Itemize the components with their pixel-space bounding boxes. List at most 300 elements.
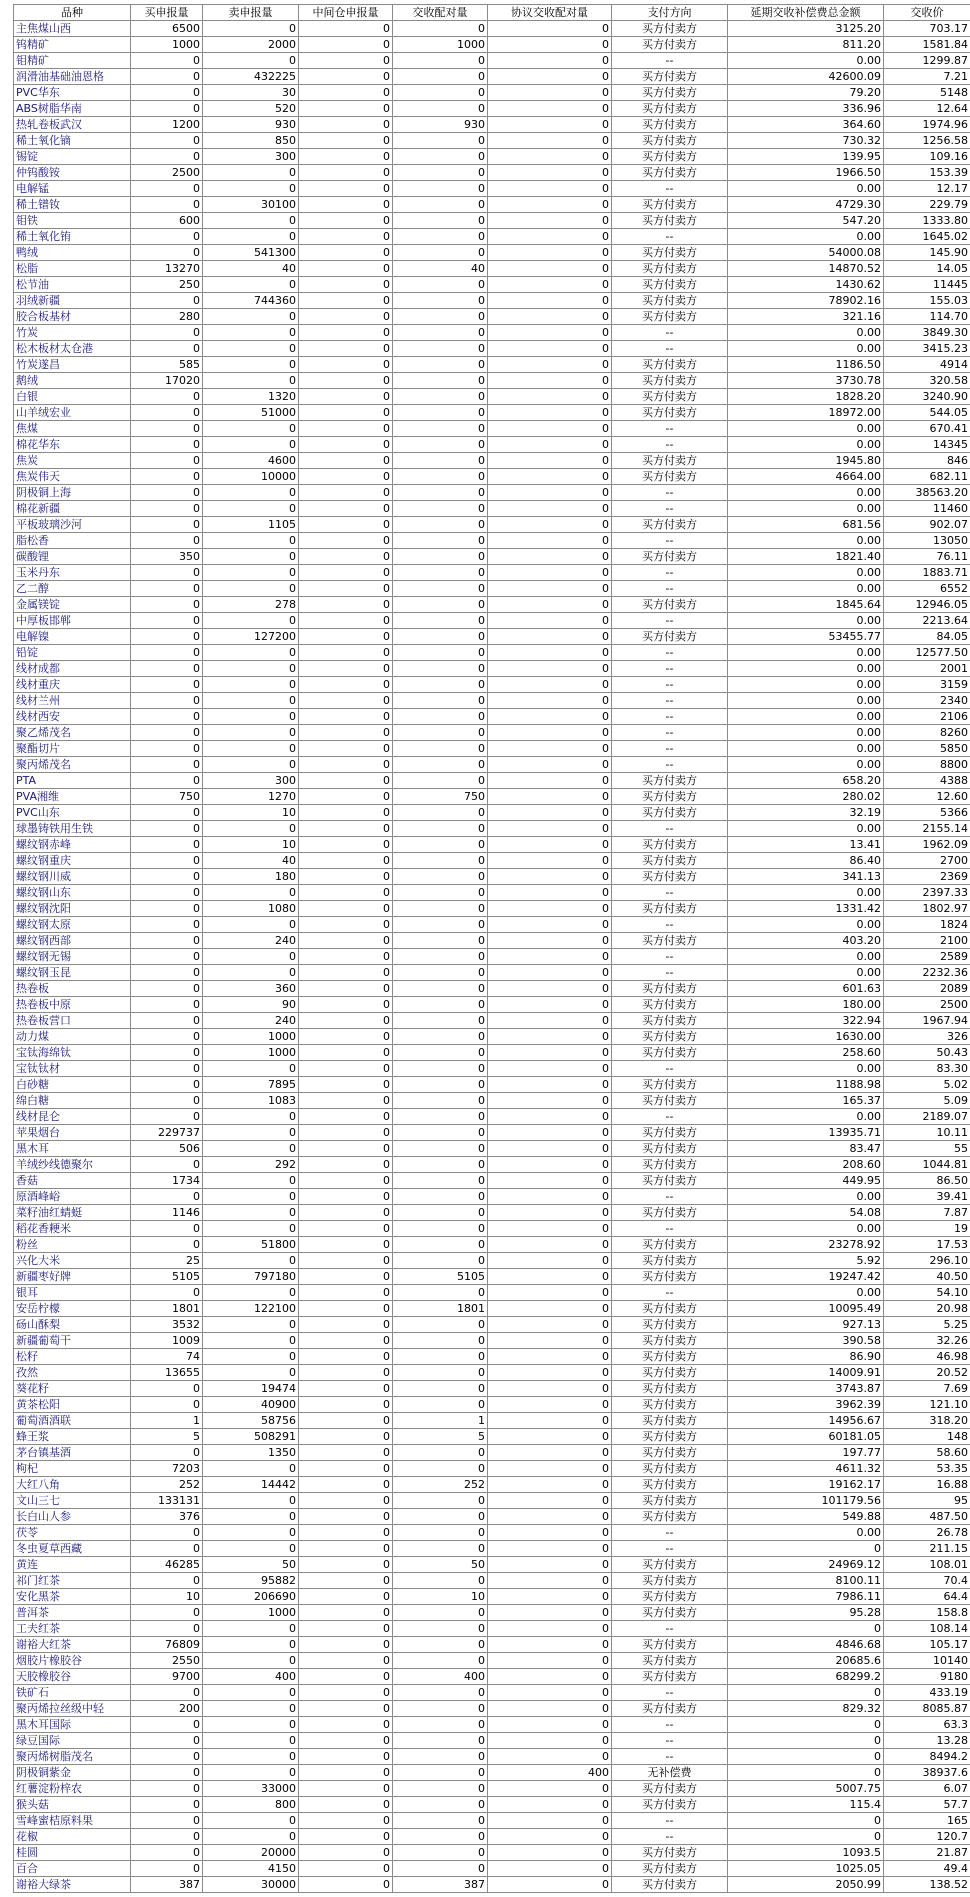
cell-agreement-matched-volume: 0 bbox=[488, 533, 612, 549]
cell-intermediate-volume: 0 bbox=[299, 341, 393, 357]
cell-variety: 宝钛海绵钛 bbox=[14, 1045, 131, 1061]
cell-matched-volume: 0 bbox=[393, 757, 488, 773]
cell-agreement-matched-volume: 0 bbox=[488, 597, 612, 613]
cell-payment-direction: -- bbox=[612, 1109, 728, 1125]
cell-matched-volume: 0 bbox=[393, 1285, 488, 1301]
cell-payment-direction: 买方付卖方 bbox=[612, 85, 728, 101]
cell-agreement-matched-volume: 0 bbox=[488, 213, 612, 229]
cell-intermediate-volume: 0 bbox=[299, 373, 393, 389]
cell-delivery-price: 2589 bbox=[884, 949, 970, 965]
cell-agreement-matched-volume: 0 bbox=[488, 1797, 612, 1813]
cell-payment-direction: 买方付卖方 bbox=[612, 1157, 728, 1173]
cell-buy-volume: 0 bbox=[131, 1813, 203, 1829]
cell-variety: 润滑油基础油恩格 bbox=[14, 69, 131, 85]
cell-delivery-price: 20.98 bbox=[884, 1301, 970, 1317]
cell-compensation-total: 0.00 bbox=[728, 917, 884, 933]
cell-delivery-price: 12.60 bbox=[884, 789, 970, 805]
cell-matched-volume: 0 bbox=[393, 357, 488, 373]
cell-variety: ABS树脂华南 bbox=[14, 101, 131, 117]
cell-buy-volume: 0 bbox=[131, 693, 203, 709]
table-row bbox=[14, 1493, 970, 1509]
cell-sell-volume: 0 bbox=[203, 213, 299, 229]
cell-delivery-price: 544.05 bbox=[884, 405, 970, 421]
cell-intermediate-volume: 0 bbox=[299, 1621, 393, 1637]
cell-buy-volume: 0 bbox=[131, 1013, 203, 1029]
cell-compensation-total: 0.00 bbox=[728, 341, 884, 357]
cell-matched-volume: 0 bbox=[393, 165, 488, 181]
cell-buy-volume: 0 bbox=[131, 1189, 203, 1205]
cell-compensation-total: 165.37 bbox=[728, 1093, 884, 1109]
cell-variety: 宝钛钛材 bbox=[14, 1061, 131, 1077]
table-row bbox=[14, 1317, 970, 1333]
cell-buy-volume: 2500 bbox=[131, 165, 203, 181]
cell-buy-volume: 0 bbox=[131, 1733, 203, 1749]
cell-buy-volume: 0 bbox=[131, 949, 203, 965]
cell-intermediate-volume: 0 bbox=[299, 501, 393, 517]
cell-sell-volume: 360 bbox=[203, 981, 299, 997]
cell-sell-volume: 0 bbox=[203, 1461, 299, 1477]
cell-sell-volume: 0 bbox=[203, 501, 299, 517]
cell-matched-volume: 0 bbox=[393, 1061, 488, 1077]
cell-intermediate-volume: 0 bbox=[299, 133, 393, 149]
cell-agreement-matched-volume: 0 bbox=[488, 405, 612, 421]
cell-variety: 新疆枣好牌 bbox=[14, 1269, 131, 1285]
table-row bbox=[14, 1813, 970, 1829]
table-row bbox=[14, 1173, 970, 1189]
cell-agreement-matched-volume: 0 bbox=[488, 1189, 612, 1205]
cell-intermediate-volume: 0 bbox=[299, 53, 393, 69]
cell-intermediate-volume: 0 bbox=[299, 1525, 393, 1541]
cell-payment-direction: -- bbox=[612, 821, 728, 837]
table-row bbox=[14, 949, 970, 965]
cell-delivery-price: 7.87 bbox=[884, 1205, 970, 1221]
cell-matched-volume: 5105 bbox=[393, 1269, 488, 1285]
cell-buy-volume: 13655 bbox=[131, 1365, 203, 1381]
cell-agreement-matched-volume: 0 bbox=[488, 1253, 612, 1269]
cell-variety: 热卷板中原 bbox=[14, 997, 131, 1013]
cell-payment-direction: -- bbox=[612, 421, 728, 437]
cell-payment-direction: 买方付卖方 bbox=[612, 1301, 728, 1317]
cell-agreement-matched-volume: 0 bbox=[488, 1717, 612, 1733]
cell-buy-volume: 0 bbox=[131, 1765, 203, 1781]
table-row bbox=[14, 629, 970, 645]
cell-buy-volume: 0 bbox=[131, 149, 203, 165]
cell-matched-volume: 0 bbox=[393, 693, 488, 709]
cell-matched-volume: 0 bbox=[393, 597, 488, 613]
cell-intermediate-volume: 0 bbox=[299, 709, 393, 725]
table-row bbox=[14, 405, 970, 421]
cell-intermediate-volume: 0 bbox=[299, 21, 393, 37]
cell-intermediate-volume: 0 bbox=[299, 453, 393, 469]
cell-compensation-total: 14956.67 bbox=[728, 1413, 884, 1429]
cell-matched-volume: 0 bbox=[393, 1189, 488, 1205]
cell-agreement-matched-volume: 0 bbox=[488, 1381, 612, 1397]
cell-delivery-price: 1802.97 bbox=[884, 901, 970, 917]
cell-sell-volume: 58756 bbox=[203, 1413, 299, 1429]
cell-sell-volume: 0 bbox=[203, 1061, 299, 1077]
table-row bbox=[14, 725, 970, 741]
cell-variety: 蜂王浆 bbox=[14, 1429, 131, 1445]
cell-buy-volume: 0 bbox=[131, 565, 203, 581]
cell-buy-volume: 0 bbox=[131, 1285, 203, 1301]
cell-sell-volume: 127200 bbox=[203, 629, 299, 645]
cell-payment-direction: 买方付卖方 bbox=[612, 133, 728, 149]
table-row bbox=[14, 869, 970, 885]
cell-delivery-price: 165 bbox=[884, 1813, 970, 1829]
cell-delivery-price: 1962.09 bbox=[884, 837, 970, 853]
cell-sell-volume: 90 bbox=[203, 997, 299, 1013]
cell-agreement-matched-volume: 0 bbox=[488, 1285, 612, 1301]
cell-delivery-price: 5.09 bbox=[884, 1093, 970, 1109]
table-row bbox=[14, 1045, 970, 1061]
cell-sell-volume: 1000 bbox=[203, 1605, 299, 1621]
table-row bbox=[14, 21, 970, 37]
cell-buy-volume: 0 bbox=[131, 1861, 203, 1877]
cell-compensation-total: 0.00 bbox=[728, 533, 884, 549]
cell-variety: 螺纹钢无锡 bbox=[14, 949, 131, 965]
cell-compensation-total: 0 bbox=[728, 1621, 884, 1637]
cell-sell-volume: 4600 bbox=[203, 453, 299, 469]
table-row bbox=[14, 661, 970, 677]
table-row bbox=[14, 645, 970, 661]
cell-delivery-price: 153.39 bbox=[884, 165, 970, 181]
cell-compensation-total: 0.00 bbox=[728, 725, 884, 741]
cell-variety: 稻花香粳米 bbox=[14, 1221, 131, 1237]
cell-variety: 螺纹钢玉昆 bbox=[14, 965, 131, 981]
cell-compensation-total: 18972.00 bbox=[728, 405, 884, 421]
cell-compensation-total: 197.77 bbox=[728, 1445, 884, 1461]
table-row bbox=[14, 485, 970, 501]
cell-intermediate-volume: 0 bbox=[299, 1733, 393, 1749]
table-row bbox=[14, 805, 970, 821]
cell-matched-volume: 0 bbox=[393, 53, 488, 69]
cell-delivery-price: 155.03 bbox=[884, 293, 970, 309]
cell-sell-volume: 0 bbox=[203, 1621, 299, 1637]
table-row bbox=[14, 1029, 970, 1045]
cell-delivery-price: 902.07 bbox=[884, 517, 970, 533]
cell-intermediate-volume: 0 bbox=[299, 965, 393, 981]
cell-agreement-matched-volume: 0 bbox=[488, 373, 612, 389]
cell-intermediate-volume: 0 bbox=[299, 1365, 393, 1381]
cell-payment-direction: -- bbox=[612, 1189, 728, 1205]
cell-matched-volume: 0 bbox=[393, 405, 488, 421]
cell-compensation-total: 0 bbox=[728, 1765, 884, 1781]
cell-compensation-total: 0 bbox=[728, 1733, 884, 1749]
cell-buy-volume: 0 bbox=[131, 1157, 203, 1173]
cell-sell-volume: 0 bbox=[203, 1813, 299, 1829]
cell-variety: 苹果烟台 bbox=[14, 1125, 131, 1141]
table-row bbox=[14, 293, 970, 309]
cell-buy-volume: 0 bbox=[131, 197, 203, 213]
cell-buy-volume: 0 bbox=[131, 1397, 203, 1413]
table-row bbox=[14, 1557, 970, 1573]
cell-intermediate-volume: 0 bbox=[299, 1749, 393, 1765]
cell-agreement-matched-volume: 0 bbox=[488, 645, 612, 661]
cell-agreement-matched-volume: 0 bbox=[488, 37, 612, 53]
cell-payment-direction: 买方付卖方 bbox=[612, 1877, 728, 1893]
table-row bbox=[14, 37, 970, 53]
cell-matched-volume: 0 bbox=[393, 1621, 488, 1637]
cell-buy-volume: 0 bbox=[131, 1237, 203, 1253]
cell-buy-volume: 13270 bbox=[131, 261, 203, 277]
cell-sell-volume: 0 bbox=[203, 485, 299, 501]
cell-delivery-price: 64.4 bbox=[884, 1589, 970, 1605]
cell-delivery-price: 1581.84 bbox=[884, 37, 970, 53]
cell-delivery-price: 108.14 bbox=[884, 1621, 970, 1637]
cell-payment-direction: -- bbox=[612, 709, 728, 725]
cell-intermediate-volume: 0 bbox=[299, 549, 393, 565]
cell-matched-volume: 0 bbox=[393, 181, 488, 197]
cell-delivery-price: 1883.71 bbox=[884, 565, 970, 581]
table-row bbox=[14, 1269, 970, 1285]
table-row bbox=[14, 101, 970, 117]
cell-variety: 枸杞 bbox=[14, 1461, 131, 1477]
cell-agreement-matched-volume: 0 bbox=[488, 357, 612, 373]
cell-payment-direction: -- bbox=[612, 1285, 728, 1301]
cell-sell-volume: 33000 bbox=[203, 1781, 299, 1797]
cell-agreement-matched-volume: 0 bbox=[488, 181, 612, 197]
cell-intermediate-volume: 0 bbox=[299, 485, 393, 501]
cell-sell-volume: 0 bbox=[203, 1637, 299, 1653]
cell-delivery-price: 26.78 bbox=[884, 1525, 970, 1541]
cell-delivery-price: 148 bbox=[884, 1429, 970, 1445]
cell-intermediate-volume: 0 bbox=[299, 1701, 393, 1717]
cell-buy-volume: 5 bbox=[131, 1429, 203, 1445]
cell-intermediate-volume: 0 bbox=[299, 789, 393, 805]
cell-compensation-total: 139.95 bbox=[728, 149, 884, 165]
table-row bbox=[14, 357, 970, 373]
cell-payment-direction: 买方付卖方 bbox=[612, 373, 728, 389]
cell-compensation-total: 101179.56 bbox=[728, 1493, 884, 1509]
cell-payment-direction: 买方付卖方 bbox=[612, 357, 728, 373]
cell-matched-volume: 0 bbox=[393, 1157, 488, 1173]
cell-agreement-matched-volume: 0 bbox=[488, 917, 612, 933]
cell-variety: 羽绒新疆 bbox=[14, 293, 131, 309]
cell-compensation-total: 829.32 bbox=[728, 1701, 884, 1717]
cell-agreement-matched-volume: 0 bbox=[488, 853, 612, 869]
cell-sell-volume: 0 bbox=[203, 277, 299, 293]
cell-compensation-total: 2050.99 bbox=[728, 1877, 884, 1893]
cell-intermediate-volume: 0 bbox=[299, 1013, 393, 1029]
cell-delivery-price: 5.25 bbox=[884, 1317, 970, 1333]
cell-payment-direction: -- bbox=[612, 1829, 728, 1845]
cell-buy-volume: 0 bbox=[131, 229, 203, 245]
cell-intermediate-volume: 0 bbox=[299, 1845, 393, 1861]
cell-delivery-price: 7.69 bbox=[884, 1381, 970, 1397]
cell-intermediate-volume: 0 bbox=[299, 853, 393, 869]
cell-agreement-matched-volume: 0 bbox=[488, 1525, 612, 1541]
cell-variety: 百合 bbox=[14, 1861, 131, 1877]
table-row bbox=[14, 1717, 970, 1733]
cell-intermediate-volume: 0 bbox=[299, 1029, 393, 1045]
cell-matched-volume: 0 bbox=[393, 341, 488, 357]
cell-agreement-matched-volume: 0 bbox=[488, 773, 612, 789]
cell-delivery-price: 1974.96 bbox=[884, 117, 970, 133]
cell-intermediate-volume: 0 bbox=[299, 165, 393, 181]
cell-variety: 锡锭 bbox=[14, 149, 131, 165]
table-row bbox=[14, 1525, 970, 1541]
cell-buy-volume: 1009 bbox=[131, 1333, 203, 1349]
cell-matched-volume: 0 bbox=[393, 1013, 488, 1029]
cell-delivery-price: 1044.81 bbox=[884, 1157, 970, 1173]
cell-buy-volume: 0 bbox=[131, 1573, 203, 1589]
cell-sell-volume: 0 bbox=[203, 1221, 299, 1237]
cell-sell-volume: 0 bbox=[203, 965, 299, 981]
cell-sell-volume: 180 bbox=[203, 869, 299, 885]
cell-variety: 红薯淀粉梓农 bbox=[14, 1781, 131, 1797]
cell-buy-volume: 0 bbox=[131, 1621, 203, 1637]
cell-intermediate-volume: 0 bbox=[299, 213, 393, 229]
cell-buy-volume: 0 bbox=[131, 709, 203, 725]
cell-compensation-total: 0.00 bbox=[728, 421, 884, 437]
cell-compensation-total: 1945.80 bbox=[728, 453, 884, 469]
cell-sell-volume: 278 bbox=[203, 597, 299, 613]
table-row bbox=[14, 469, 970, 485]
cell-payment-direction: -- bbox=[612, 501, 728, 517]
cell-delivery-price: 2001 bbox=[884, 661, 970, 677]
cell-matched-volume: 0 bbox=[393, 21, 488, 37]
cell-variety: 螺纹钢重庆 bbox=[14, 853, 131, 869]
cell-agreement-matched-volume: 0 bbox=[488, 677, 612, 693]
cell-variety: 中厚板邯郸 bbox=[14, 613, 131, 629]
cell-delivery-price: 120.7 bbox=[884, 1829, 970, 1845]
cell-sell-volume: 19474 bbox=[203, 1381, 299, 1397]
cell-variety: 焦炭 bbox=[14, 453, 131, 469]
cell-buy-volume: 0 bbox=[131, 437, 203, 453]
cell-delivery-price: 5850 bbox=[884, 741, 970, 757]
cell-variety: 工夫红茶 bbox=[14, 1621, 131, 1637]
cell-payment-direction: 买方付卖方 bbox=[612, 1141, 728, 1157]
cell-delivery-price: 109.16 bbox=[884, 149, 970, 165]
cell-matched-volume: 0 bbox=[393, 565, 488, 581]
cell-matched-volume: 5 bbox=[393, 1429, 488, 1445]
cell-variety: PTA bbox=[14, 773, 131, 789]
cell-delivery-price: 11445 bbox=[884, 277, 970, 293]
cell-matched-volume: 0 bbox=[393, 677, 488, 693]
cell-buy-volume: 1734 bbox=[131, 1173, 203, 1189]
cell-sell-volume: 0 bbox=[203, 645, 299, 661]
cell-sell-volume: 1320 bbox=[203, 389, 299, 405]
cell-buy-volume: 0 bbox=[131, 53, 203, 69]
cell-agreement-matched-volume: 0 bbox=[488, 1461, 612, 1477]
cell-variety: 钼铁 bbox=[14, 213, 131, 229]
cell-buy-volume: 0 bbox=[131, 1685, 203, 1701]
cell-matched-volume: 0 bbox=[393, 1717, 488, 1733]
cell-matched-volume: 0 bbox=[393, 1525, 488, 1541]
cell-buy-volume: 0 bbox=[131, 837, 203, 853]
cell-intermediate-volume: 0 bbox=[299, 1813, 393, 1829]
cell-payment-direction: 买方付卖方 bbox=[612, 277, 728, 293]
cell-matched-volume: 0 bbox=[393, 309, 488, 325]
col-header-compensation-total: 延期交收补偿费总金额 bbox=[728, 5, 884, 21]
cell-payment-direction: 买方付卖方 bbox=[612, 1333, 728, 1349]
cell-matched-volume: 0 bbox=[393, 1349, 488, 1365]
cell-compensation-total: 681.56 bbox=[728, 517, 884, 533]
cell-buy-volume: 0 bbox=[131, 485, 203, 501]
cell-compensation-total: 0.00 bbox=[728, 757, 884, 773]
cell-agreement-matched-volume: 0 bbox=[488, 1669, 612, 1685]
cell-compensation-total: 449.95 bbox=[728, 1173, 884, 1189]
cell-matched-volume: 0 bbox=[393, 901, 488, 917]
cell-intermediate-volume: 0 bbox=[299, 741, 393, 757]
cell-delivery-price: 2369 bbox=[884, 869, 970, 885]
cell-compensation-total: 1025.05 bbox=[728, 1861, 884, 1877]
cell-variety: 电解镍 bbox=[14, 629, 131, 645]
cell-sell-volume: 0 bbox=[203, 1253, 299, 1269]
cell-matched-volume: 0 bbox=[393, 517, 488, 533]
cell-agreement-matched-volume: 0 bbox=[488, 1093, 612, 1109]
cell-compensation-total: 14870.52 bbox=[728, 261, 884, 277]
cell-buy-volume: 0 bbox=[131, 133, 203, 149]
cell-sell-volume: 541300 bbox=[203, 245, 299, 261]
cell-sell-volume: 0 bbox=[203, 1717, 299, 1733]
cell-variety: 螺纹钢赤峰 bbox=[14, 837, 131, 853]
table-row bbox=[14, 1333, 970, 1349]
cell-payment-direction: 买方付卖方 bbox=[612, 1413, 728, 1429]
cell-payment-direction: -- bbox=[612, 885, 728, 901]
cell-agreement-matched-volume: 0 bbox=[488, 117, 612, 133]
cell-variety: 焦炭伟天 bbox=[14, 469, 131, 485]
cell-sell-volume: 520 bbox=[203, 101, 299, 117]
cell-intermediate-volume: 0 bbox=[299, 1381, 393, 1397]
cell-matched-volume: 0 bbox=[393, 805, 488, 821]
cell-matched-volume: 0 bbox=[393, 245, 488, 261]
cell-compensation-total: 0 bbox=[728, 1685, 884, 1701]
cell-payment-direction: 买方付卖方 bbox=[612, 1237, 728, 1253]
cell-variety: 线材成都 bbox=[14, 661, 131, 677]
cell-payment-direction: -- bbox=[612, 741, 728, 757]
cell-agreement-matched-volume: 0 bbox=[488, 1877, 612, 1893]
cell-buy-volume: 0 bbox=[131, 1525, 203, 1541]
table-row bbox=[14, 1413, 970, 1429]
cell-sell-volume: 0 bbox=[203, 1653, 299, 1669]
cell-compensation-total: 208.60 bbox=[728, 1157, 884, 1173]
cell-delivery-price: 13.28 bbox=[884, 1733, 970, 1749]
cell-payment-direction: 买方付卖方 bbox=[612, 1125, 728, 1141]
cell-intermediate-volume: 0 bbox=[299, 821, 393, 837]
cell-payment-direction: -- bbox=[612, 1621, 728, 1637]
cell-intermediate-volume: 0 bbox=[299, 1589, 393, 1605]
cell-payment-direction: 买方付卖方 bbox=[612, 837, 728, 853]
cell-agreement-matched-volume: 0 bbox=[488, 997, 612, 1013]
cell-payment-direction: 买方付卖方 bbox=[612, 981, 728, 997]
cell-compensation-total: 0 bbox=[728, 1749, 884, 1765]
cell-sell-volume: 0 bbox=[203, 1317, 299, 1333]
cell-intermediate-volume: 0 bbox=[299, 229, 393, 245]
cell-variety: 金属镁锭 bbox=[14, 597, 131, 613]
cell-matched-volume: 0 bbox=[393, 1141, 488, 1157]
cell-delivery-price: 7.21 bbox=[884, 69, 970, 85]
cell-matched-volume: 0 bbox=[393, 149, 488, 165]
cell-compensation-total: 86.40 bbox=[728, 853, 884, 869]
cell-delivery-price: 703.17 bbox=[884, 21, 970, 37]
cell-delivery-price: 2155.14 bbox=[884, 821, 970, 837]
cell-sell-volume: 0 bbox=[203, 565, 299, 581]
cell-variety: 茅台镇基酒 bbox=[14, 1445, 131, 1461]
cell-variety: 螺纹钢太原 bbox=[14, 917, 131, 933]
cell-sell-volume: 0 bbox=[203, 181, 299, 197]
cell-payment-direction: -- bbox=[612, 693, 728, 709]
cell-payment-direction: 买方付卖方 bbox=[612, 629, 728, 645]
cell-agreement-matched-volume: 0 bbox=[488, 389, 612, 405]
cell-matched-volume: 0 bbox=[393, 85, 488, 101]
cell-buy-volume: 0 bbox=[131, 805, 203, 821]
cell-sell-volume: 0 bbox=[203, 1205, 299, 1221]
cell-compensation-total: 0.00 bbox=[728, 741, 884, 757]
cell-intermediate-volume: 0 bbox=[299, 661, 393, 677]
delivery-table bbox=[13, 4, 970, 1893]
cell-variety: 祁门红茶 bbox=[14, 1573, 131, 1589]
